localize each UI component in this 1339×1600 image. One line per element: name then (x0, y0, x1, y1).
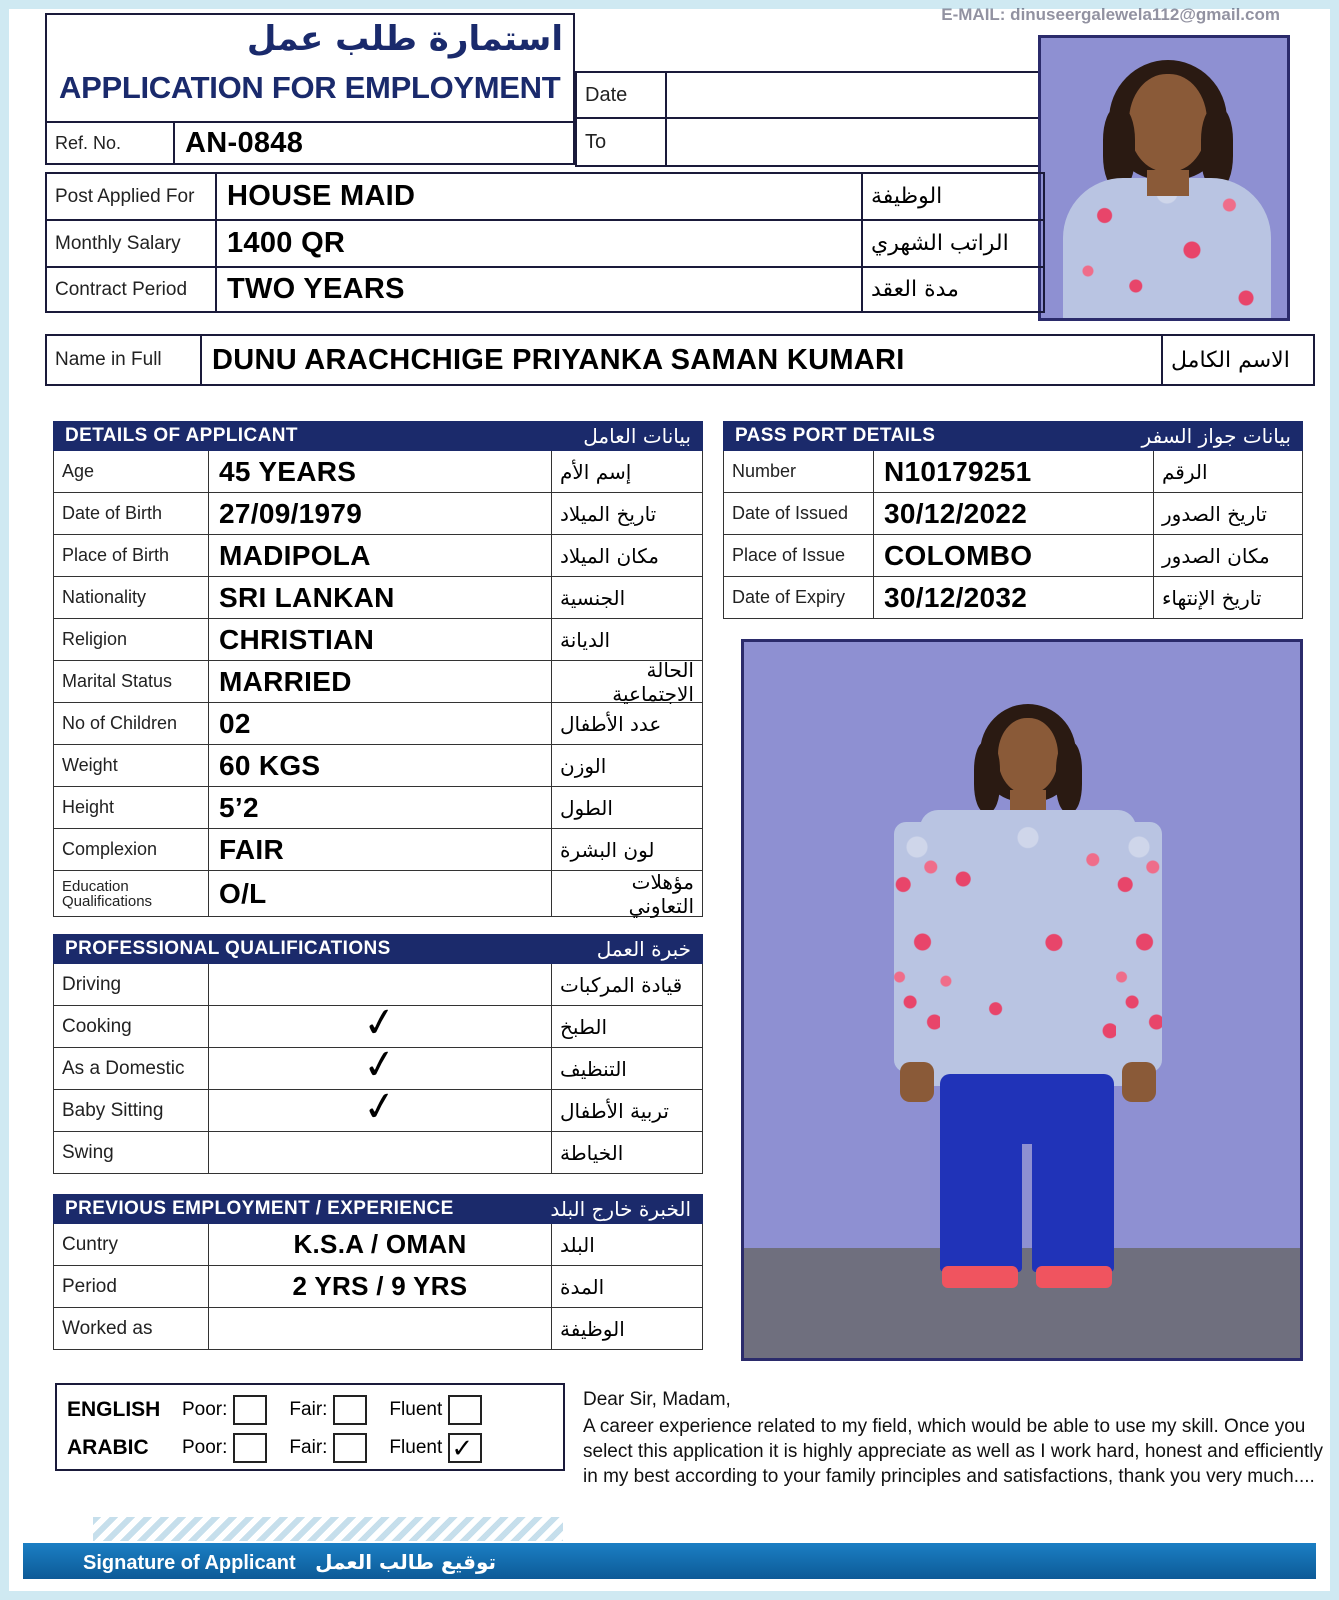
ref-no-row (45, 121, 575, 165)
table-row (723, 535, 1303, 577)
row-arabic: الخياطة (560, 1140, 624, 1165)
row-value: N10179251 (874, 451, 1154, 492)
english-fluent-label: Fluent (389, 1399, 443, 1420)
row-arabic: عدد الأطفال (560, 711, 662, 736)
to-label: To (577, 119, 667, 165)
row-arabic: الحالة الاجتماعية (612, 657, 694, 706)
language-name: ENGLISH (67, 1398, 161, 1421)
table-row (53, 1040, 703, 1090)
details-heading (53, 421, 703, 451)
previous-heading-en: PREVIOUS EMPLOYMENT / EXPERIENCE (65, 1198, 454, 1219)
english-poor-option[interactable] (182, 1395, 273, 1425)
row-label: Place of Birth (54, 535, 209, 576)
check-icon: ✓ (360, 1082, 400, 1131)
ref-no-label: Ref. No. (47, 123, 175, 163)
row-arabic: المدة (560, 1274, 605, 1299)
table-row (53, 745, 703, 787)
english-fair-option[interactable] (289, 1395, 373, 1425)
salary-value: 1400 QR (217, 221, 863, 266)
row-label: Date of Issued (724, 493, 874, 534)
post-label: Post Applied For (47, 174, 217, 219)
post-row (45, 172, 1045, 219)
arabic-poor-label: Poor: (182, 1437, 228, 1458)
previous-heading (53, 1194, 703, 1224)
row-label: Religion (54, 619, 209, 660)
table-row (53, 451, 703, 493)
ref-no-value: AN-0848 (185, 126, 304, 159)
table-row (53, 577, 703, 619)
row-arabic: مكان الصدور (1162, 543, 1270, 568)
language-name: ARABIC (67, 1436, 149, 1459)
row-label: Education Qualifications (54, 871, 209, 916)
name-label: Name in Full (47, 336, 202, 384)
table-row (53, 619, 703, 661)
previous-employment-table (53, 1194, 703, 1350)
row-checkbox[interactable] (209, 964, 552, 1005)
professional-heading-ar: خبرة العمل (596, 937, 691, 961)
form-title-arabic: استمارة طلب عمل (246, 19, 563, 59)
row-value: FAIR (209, 829, 552, 870)
professional-heading-en: PROFESSIONAL QUALIFICATIONS (65, 938, 391, 959)
row-label: As a Domestic (54, 1048, 209, 1089)
row-arabic: الرقم (1162, 459, 1208, 484)
english-poor-label: Poor: (182, 1399, 228, 1420)
row-value: 30/12/2022 (874, 493, 1154, 534)
form-title-box (45, 13, 575, 121)
row-checkbox[interactable] (209, 1132, 552, 1173)
post-applied-block (45, 172, 1045, 313)
arabic-fluent-label: Fluent (389, 1437, 443, 1458)
signature-label-en: Signature of Applicant (83, 1552, 296, 1574)
row-label: Baby Sitting (54, 1090, 209, 1131)
salary-row (45, 219, 1045, 266)
professional-qualifications-table (53, 934, 703, 1174)
row-value: 60 KGS (209, 745, 552, 786)
table-row (53, 657, 703, 706)
row-value: MADIPOLA (209, 535, 552, 576)
row-label: Driving (54, 964, 209, 1005)
post-arabic: الوظيفة (871, 184, 943, 209)
row-value: CHRISTIAN (209, 619, 552, 660)
language-row-arabic (67, 1429, 553, 1467)
details-of-applicant-table (53, 421, 703, 917)
row-arabic: تربية الأطفال (560, 1098, 669, 1123)
professional-heading (53, 934, 703, 964)
decorative-pattern (93, 1517, 563, 1541)
row-arabic: البلد (560, 1232, 595, 1257)
row-value: 45 YEARS (209, 451, 552, 492)
arabic-poor-option[interactable] (182, 1433, 273, 1463)
to-row (575, 119, 1045, 167)
passport-details-table (723, 421, 1303, 619)
table-row (723, 577, 1303, 619)
details-heading-ar: بيانات العامل (583, 424, 691, 448)
name-in-full-row (45, 334, 1315, 386)
signature-label-ar: توقيع طالب العمل (315, 1550, 497, 1574)
row-label: Marital Status (54, 661, 209, 702)
table-row (53, 787, 703, 829)
english-fair-label: Fair: (289, 1399, 328, 1420)
row-arabic: الديانة (560, 627, 611, 652)
english-poor-checkbox[interactable] (233, 1395, 267, 1425)
post-value: HOUSE MAID (217, 174, 863, 219)
row-label: Cuntry (54, 1224, 209, 1265)
details-heading-en: DETAILS OF APPLICANT (65, 425, 298, 446)
row-label: Nationality (54, 577, 209, 618)
letter-greeting: Dear Sir, Madam, (583, 1389, 731, 1410)
language-row-english (67, 1391, 553, 1429)
table-row (53, 998, 703, 1048)
row-value: 2 YRS / 9 YRS (209, 1266, 552, 1307)
row-arabic: مكان الميلاد (560, 543, 659, 568)
email-header-text: E-MAIL: dinuseergalewela112@gmail.com (941, 5, 1280, 24)
table-row (723, 493, 1303, 535)
table-row (723, 451, 1303, 493)
row-value: MARRIED (209, 661, 552, 702)
to-value[interactable] (667, 119, 687, 165)
previous-heading-ar: الخبرة خارج البلد (550, 1197, 691, 1221)
row-arabic: الطول (560, 795, 613, 820)
row-arabic: قيادة المركبات (560, 972, 683, 997)
row-value (209, 1308, 552, 1349)
salary-arabic: الراتب الشهري (871, 231, 1009, 256)
english-fair-checkbox[interactable] (333, 1395, 367, 1425)
date-value[interactable] (667, 73, 687, 117)
row-arabic: لون البشرة (560, 837, 655, 862)
table-row (53, 964, 703, 1006)
row-value: 02 (209, 703, 552, 744)
check-icon: ✓ (360, 998, 400, 1047)
signature-line (83, 1550, 496, 1575)
row-label: Height (54, 787, 209, 828)
row-label: Age (54, 451, 209, 492)
applicant-passport-photo (1038, 35, 1290, 321)
table-row (53, 703, 703, 745)
table-row (53, 1308, 703, 1350)
date-row (575, 71, 1045, 119)
arabic-poor-checkbox[interactable] (233, 1433, 267, 1463)
passport-heading (723, 421, 1303, 451)
contract-arabic: مدة العقد (871, 277, 959, 302)
row-label: Weight (54, 745, 209, 786)
arabic-fluent-checkbox[interactable] (448, 1433, 482, 1463)
row-label: Place of Issue (724, 535, 874, 576)
salary-label: Monthly Salary (47, 221, 217, 266)
date-label: Date (577, 73, 667, 117)
row-value: COLOMBO (874, 535, 1154, 576)
row-label: Date of Birth (54, 493, 209, 534)
table-row (53, 829, 703, 871)
table-row (53, 493, 703, 535)
row-arabic: الوظيفة (560, 1316, 625, 1341)
passport-heading-ar: بيانات جواز السفر (1141, 424, 1291, 448)
row-label: Cooking (54, 1006, 209, 1047)
contract-value: TWO YEARS (217, 268, 863, 311)
form-title-english: APPLICATION FOR EMPLOYMENT (59, 70, 561, 105)
table-row (53, 1082, 703, 1132)
row-label: Number (724, 451, 874, 492)
check-icon: ✓ (360, 1040, 400, 1089)
contract-row (45, 266, 1045, 313)
row-arabic: الطبخ (560, 1014, 608, 1039)
name-value: DUNU ARACHCHIGE PRIYANKA SAMAN KUMARI (202, 336, 1163, 384)
arabic-fluent-option[interactable] (389, 1433, 488, 1463)
row-label: Worked as (54, 1308, 209, 1349)
row-value: 30/12/2032 (874, 577, 1154, 618)
row-arabic: تاريخ الصدور (1162, 501, 1267, 526)
row-value: SRI LANKAN (209, 577, 552, 618)
english-fluent-option[interactable] (389, 1395, 488, 1425)
table-row (53, 1224, 703, 1266)
table-row (53, 535, 703, 577)
row-arabic: التنظيف (560, 1056, 627, 1081)
footer-bar (23, 1519, 1316, 1579)
arabic-fair-label: Fair: (289, 1437, 328, 1458)
language-proficiency-box (55, 1383, 565, 1471)
row-value: K.S.A / OMAN (209, 1224, 552, 1265)
row-label: Period (54, 1266, 209, 1307)
row-arabic: تاريخ الميلاد (560, 501, 657, 526)
cover-letter (583, 1387, 1323, 1489)
row-arabic: الجنسية (560, 585, 626, 610)
row-label: Date of Expiry (724, 577, 874, 618)
row-label: Complexion (54, 829, 209, 870)
applicant-full-body-photo (741, 639, 1303, 1361)
row-label: Swing (54, 1132, 209, 1173)
check-icon: ✓ (451, 1433, 474, 1463)
arabic-fair-option[interactable] (289, 1433, 373, 1463)
row-arabic: مؤهلات التعاوني (628, 869, 694, 918)
form-sheet (23, 5, 1323, 1511)
row-arabic: إسم الأم (560, 459, 632, 484)
row-arabic: تاريخ الإنتهاء (1162, 585, 1262, 610)
row-checkbox[interactable] (209, 1040, 552, 1089)
arabic-fair-checkbox[interactable] (333, 1433, 367, 1463)
table-row (53, 1132, 703, 1174)
row-value: O/L (209, 871, 552, 916)
name-arabic: الاسم الكامل (1171, 347, 1290, 373)
row-checkbox[interactable] (209, 1082, 552, 1131)
row-arabic: الوزن (560, 753, 607, 778)
letter-body: A career experience related to my field, which would be able to use my skill. Once you select this application it is highly appreciate as well as I work hard, honest and efficiently in my best according to your family principles and satisfactions, thank you very much.... (583, 1416, 1323, 1488)
english-fluent-checkbox[interactable] (448, 1395, 482, 1425)
passport-heading-en: PASS PORT DETAILS (735, 425, 936, 446)
row-value: 5’2 (209, 787, 552, 828)
contract-label: Contract Period (47, 268, 217, 311)
row-checkbox[interactable] (209, 998, 552, 1047)
row-label: No of Children (54, 703, 209, 744)
row-value: 27/09/1979 (209, 493, 552, 534)
table-row (53, 871, 703, 917)
table-row (53, 1266, 703, 1308)
